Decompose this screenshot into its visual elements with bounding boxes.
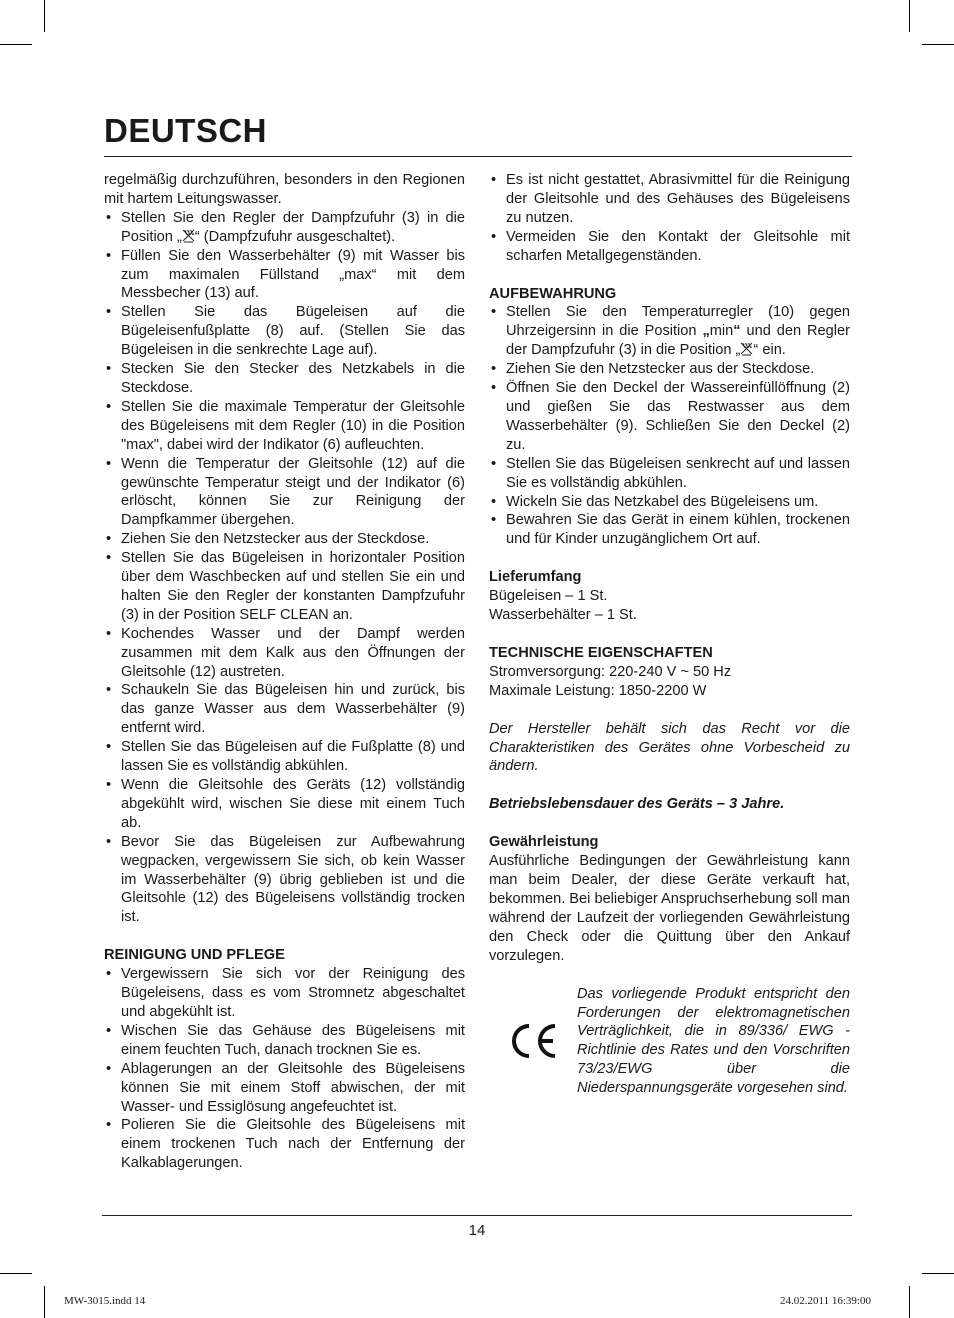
spacer — [104, 927, 465, 946]
list-item: • Bevor Sie das Bügeleisen zur Aufbewahrung wegpacken, vergewissern Sie sich, ob kein Wasser im Wasserbehälter (9) übrig geblieben ist und die Gleitsohle (12) des Bügeleisens vollständig trocken ist. — [104, 833, 465, 928]
list-item: • Ablagerungen an der Gleitsohle des Bügeleisens können Sie mit einem Stoff abwischen, der mit Wasser- und Essiglösung angefeuchtet ist. — [104, 1060, 465, 1117]
list-item: • Wenn die Temperatur der Gleitsohle (12) auf die gewünschte Temperatur steigt und der Indikator (6) erlöscht, können Sie zur Reinigung der Dampfkammer übergehen. — [104, 455, 465, 531]
intro-text: regelmäßig durchzuführen, besonders in den Regionen mit hartem Leitungswasser. — [104, 172, 465, 207]
footer-rule — [102, 1215, 852, 1216]
list-item: • Vermeiden Sie den Kontakt der Gleitsohle mit scharfen Metallgegenständen. — [489, 228, 850, 266]
section-heading-storage: AUFBEWAHRUNG — [489, 285, 617, 302]
delivery-item: Wasserbehälter – 1 St. — [489, 607, 637, 624]
list-item: • Wischen Sie das Gehäuse des Bügeleisens mit einem feuchten Tuch, danach trocknen Sie es. — [104, 1022, 465, 1060]
crop-mark — [0, 1273, 32, 1274]
ce-mark-icon — [489, 985, 577, 1098]
section-heading-delivery: Lieferumfang — [489, 569, 582, 586]
crop-mark — [909, 1286, 910, 1318]
list-item: • Wenn die Gleitsohle des Geräts (12) vollständig abgekühlt wird, wischen Sie diese mit einem Tuch ab. — [104, 776, 465, 833]
list-item: • Stellen Sie das Bügeleisen in horizontaler Position über dem Waschbecken auf und stellen Sie ein und halten Sie den Regler der konstanten Dampfzufuhr (3) in der Position SELF CLEAN an. — [104, 549, 465, 625]
left-column — [104, 171, 465, 1173]
disclaimer-text: Der Hersteller behält sich das Recht vor die Charakteristiken des Gerätes ohne Vorbescheid zu ändern. — [489, 720, 850, 775]
list-item: • Schaukeln Sie das Bügeleisen hin und zurück, bis das ganze Wasser aus dem Wasserbehälter (9) entfernt wird. — [104, 681, 465, 738]
print-slug-date: 24.02.2011 16:39:00 — [780, 1295, 871, 1307]
list-item: • Füllen Sie den Wasserbehälter (9) mit Wasser bis zum maximalen Füllstand „max“ mit dem Messbecher (13) auf. — [104, 247, 465, 304]
spacer — [489, 776, 850, 795]
list-item: • Stellen Sie den Temperaturregler (10) gegen Uhrzeigersinn in die Position „min“ und den Regler der Dampfzufuhr (3) in die Position „ “ ein. — [489, 303, 850, 360]
list-item: • Polieren Sie die Gleitsohle des Bügeleisens mit einem trockenen Tuch nach der Entfernung der Kalkablagerungen. — [104, 1116, 465, 1173]
list-item: • Stellen Sie das Bügeleisen auf die Bügeleisenfußplatte (8) auf. (Stellen Sie das Bügeleisen in die senkrechte Lage auf). — [104, 303, 465, 360]
list-item: • Ziehen Sie den Netzstecker aus der Steckdose. — [489, 360, 850, 379]
crop-mark — [909, 0, 910, 32]
spacer — [489, 701, 850, 720]
list-item: • Stellen Sie die maximale Temperatur der Gleitsohle des Bügeleisens mit dem Regler (10) in die Position "max", dabei wird der Indikator (6) aufleuchten. — [104, 398, 465, 455]
crop-mark — [922, 44, 954, 45]
delivery-item: Bügeleisen – 1 St. — [489, 588, 608, 605]
cleaning-steps-list — [104, 209, 465, 927]
page-title: DEUTSCH — [104, 112, 268, 149]
header-rule — [104, 156, 852, 157]
warranty-text: Ausführliche Bedingungen der Gewährleistung kann man beim Dealer, der diese Geräte verkauft hat, bekommen. Bei beliebiger Anspruchserhebung soll man während der Laufzeit der vorliegenden Gewährleistung den Check oder die Quittung über den Ankauf vorzulegen. — [489, 853, 851, 964]
care-list — [104, 965, 465, 1173]
tech-spec: Maximale Leistung: 1850-2200 W — [489, 682, 707, 699]
section-heading-cleaning: REINIGUNG UND PFLEGE — [104, 947, 285, 964]
ce-conformity-text: Das vorliegende Produkt entspricht den Forderungen der elektromagnetischen Verträglichkeit, die in 89/336/ EWG -Richtlinie des Rates und den Vorschriften 73/23/EWG über die Niederspannungsgeräte vorgesehen sind. — [577, 985, 850, 1097]
steam-off-icon — [740, 342, 753, 356]
list-item: • Kochendes Wasser und der Dampf werden zusammen mit dem Kalk aus den Öffnungen der Gleitsohle (12) austreten. — [104, 625, 465, 682]
right-column — [489, 171, 850, 1098]
list-item: • Stellen Sie den Regler der Dampfzufuhr (3) in die Position „ “ (Dampfzufuhr ausgeschaltet). — [104, 209, 465, 247]
ce-conformity-block — [489, 985, 850, 1098]
print-slug-file: MW-3015.indd 14 — [64, 1295, 146, 1307]
crop-mark — [44, 1286, 45, 1318]
lifetime-text: Betriebslebensdauer des Geräts – 3 Jahre. — [489, 796, 785, 813]
list-item: • Bewahren Sie das Gerät in einem kühlen, trockenen und für Kinder unzugänglichem Ort auf. — [489, 511, 850, 549]
storage-list — [489, 303, 850, 549]
tech-spec: Stromversorgung: 220-240 V ~ 50 Hz — [489, 663, 732, 680]
care-list-continued — [489, 171, 850, 266]
list-item: • Vergewissern Sie sich vor der Reinigung des Bügeleisens, dass es vom Stromnetz abgeschaltet und abgekühlt ist. — [104, 965, 465, 1022]
spacer — [489, 966, 850, 985]
list-item: • Stecken Sie den Stecker des Netzkabels in die Steckdose. — [104, 360, 465, 398]
spacer — [489, 625, 850, 644]
list-item: • Wickeln Sie das Netzkabel des Bügeleisens um. — [489, 493, 850, 512]
section-heading-warranty: Gewährleistung — [489, 834, 599, 851]
list-item: • Stellen Sie das Bügeleisen senkrecht auf und lassen Sie es vollständig abkühlen. — [489, 455, 850, 493]
list-item: • Stellen Sie das Bügeleisen auf die Fußplatte (8) und lassen Sie es vollständig abkühlen. — [104, 738, 465, 776]
spacer — [489, 814, 850, 833]
steam-off-icon — [182, 229, 195, 243]
spacer — [489, 549, 850, 568]
page-number: 14 — [468, 1222, 486, 1239]
list-item: • Es ist nicht gestattet, Abrasivmittel für die Reinigung der Gleitsohle und des Gehäuses des Bügeleisens zu nutzen. — [489, 171, 850, 228]
section-heading-tech: TECHNISCHE EIGENSCHAFTEN — [489, 644, 713, 661]
list-item: • Ziehen Sie den Netzstecker aus der Steckdose. — [104, 530, 465, 549]
list-item: • Öffnen Sie den Deckel der Wassereinfüllöffnung (2) und gießen Sie das Restwasser aus dem Wasserbehälter (9). Schließen Sie den Deckel (2) zu. — [489, 379, 850, 455]
crop-mark — [922, 1273, 954, 1274]
crop-mark — [0, 44, 32, 45]
crop-mark — [44, 0, 45, 32]
spacer — [489, 266, 850, 285]
